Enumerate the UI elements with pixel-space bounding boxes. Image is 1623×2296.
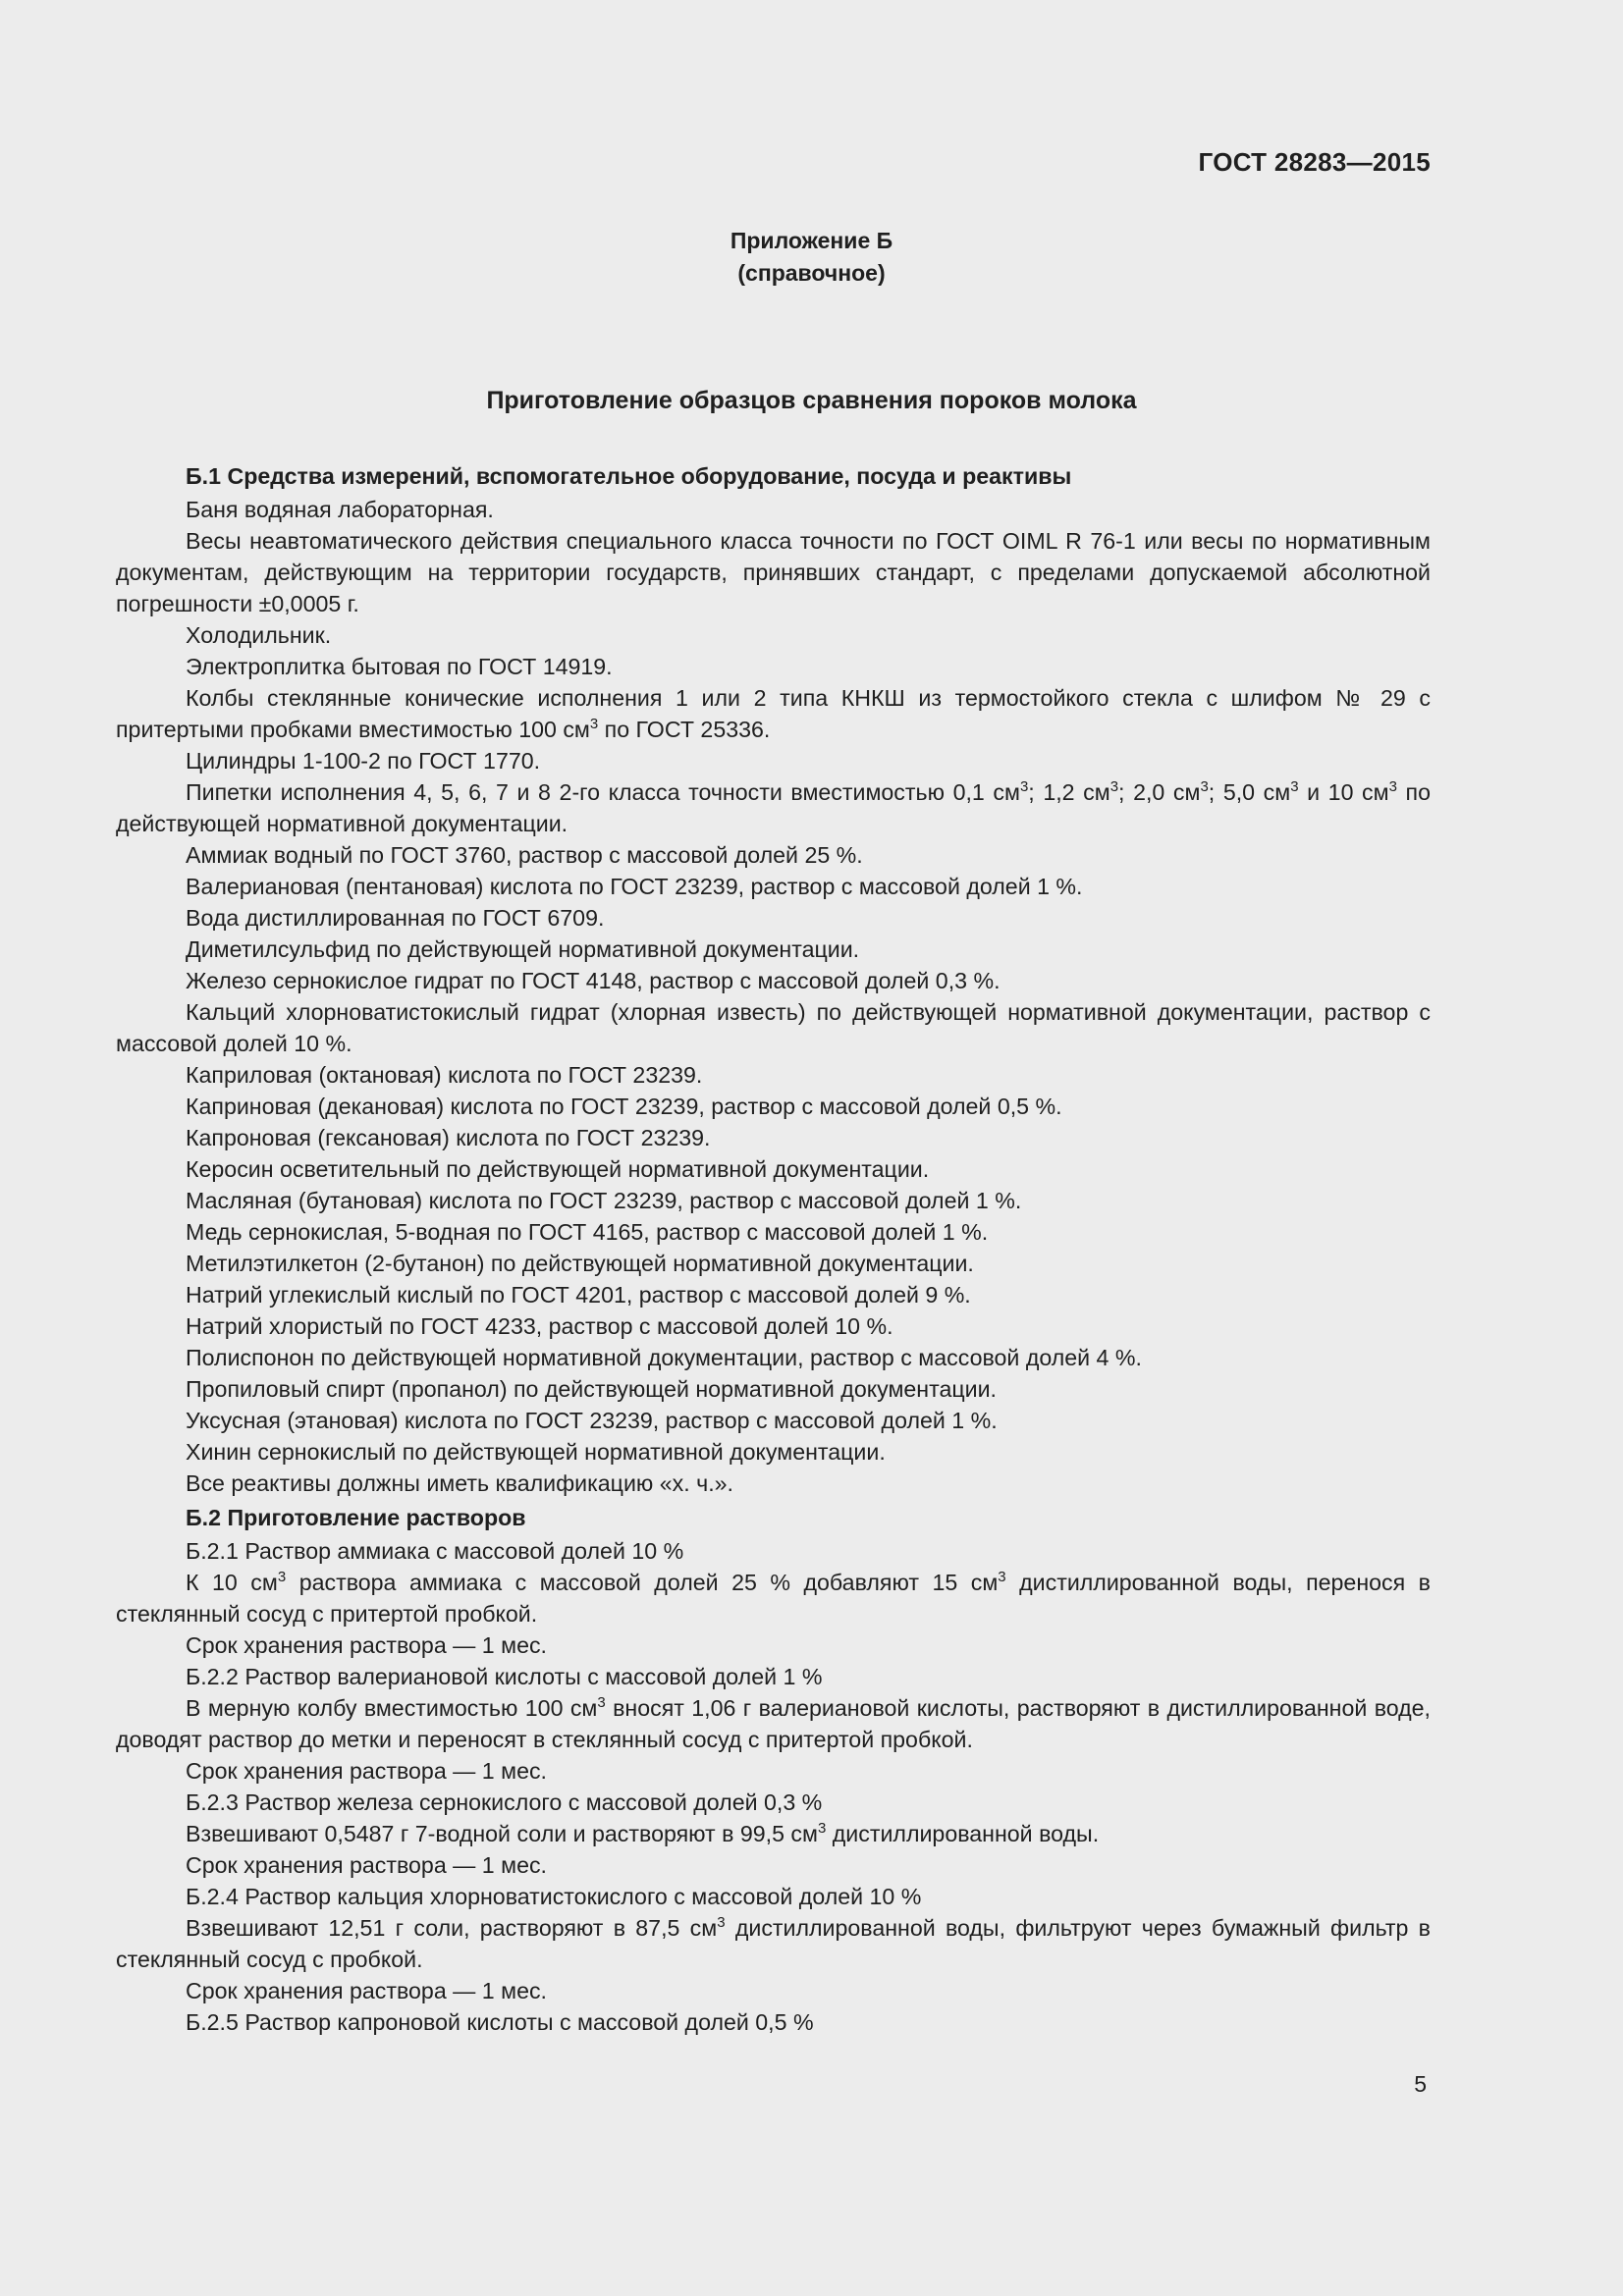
superscript: 3: [1200, 778, 1209, 795]
paragraph: Медь сернокислая, 5-водная по ГОСТ 4165, раствор с массовой долей 1 %.: [186, 1219, 989, 1245]
superscript: 3: [1109, 778, 1119, 795]
paragraph: Валериановая (пентановая) кислота по ГОСТ 23239, раствор с массовой долей 1 %.: [186, 874, 1083, 899]
paragraph: Пропиловый спирт (пропанол) по действующей нормативной документации.: [186, 1376, 997, 1402]
paragraph: Масляная (бутановая) кислота по ГОСТ 23239, раствор с массовой долей 1 %.: [186, 1188, 1022, 1213]
superscript: 3: [717, 1914, 726, 1931]
paragraph: Аммиак водный по ГОСТ 3760, раствор с массовой долей 25 %.: [186, 842, 863, 868]
paragraph: Б.2.5 Раствор капроновой кислоты с массовой долей 0,5 %: [186, 2009, 814, 2035]
paragraph: Срок хранения раствора — 1 мес.: [186, 1758, 547, 1784]
paragraph: Каприловая (октановая) кислота по ГОСТ 23239.: [186, 1062, 703, 1088]
paragraph: Метилэтилкетон (2-бутанон) по действующей нормативной документации.: [186, 1251, 974, 1276]
paragraph: Холодильник.: [186, 622, 332, 648]
paragraph: Цилиндры 1-100-2 по ГОСТ 1770.: [186, 748, 541, 774]
paragraph: Б.2.2 Раствор валериановой кислоты с массовой долей 1 %: [186, 1664, 823, 1689]
paragraph: Натрий углекислый кислый по ГОСТ 4201, раствор с массовой долей 9 %.: [186, 1282, 971, 1308]
paragraph: Все реактивы должны иметь квалификацию «х. ч.».: [186, 1470, 733, 1496]
paragraph: Б.2.1 Раствор аммиака с массовой долей 10 %: [186, 1538, 684, 1564]
paragraph: Колбы стеклянные конические исполнения 1 или 2 типа КНКШ из термостойкого стекла с шлифом № 29 с притертыми пробками вместимостью 100 $см^3$ по ГОСТ 25336.: [116, 685, 1431, 742]
paragraph: Срок хранения раствора — 1 мес.: [186, 1632, 547, 1658]
paragraph: Уксусная (этановая) кислота по ГОСТ 23239, раствор с массовой долей 1 %.: [186, 1408, 998, 1433]
document-body: [116, 457, 1431, 2038]
paragraph: Диметилсульфид по действующей нормативной документации.: [186, 936, 860, 962]
page-title: Приготовление образцов сравнения пороков молока: [486, 387, 1137, 414]
appendix-type: (справочное): [737, 260, 886, 286]
paragraph: Кальций хлорноватистокислый гидрат (хлорная известь) по действующей нормативной документации, раствор с массовой долей 10 %.: [116, 999, 1431, 1056]
paragraph: Взвешивают 0,5487 г 7-водной соли и растворяют в 99,5 $см^3$ дистиллированной воды.: [186, 1820, 1100, 1846]
superscript: 3: [597, 1694, 606, 1711]
appendix-label: [0, 225, 1623, 290]
paragraph: Б.2.4 Раствор кальция хлорноватистокислого с массовой долей 10 %: [186, 1884, 922, 1909]
document-code: ГОСТ 28283—2015: [1198, 147, 1431, 177]
paragraph: Электроплитка бытовая по ГОСТ 14919.: [186, 654, 613, 679]
paragraph: Пипетки исполнения 4, 5, 6, 7 и 8 2-го класса точности вместимостью 0,1 $см^3$; 1,2 $см^3$; 2,0 $см^3$; 5,0 $см^3$ и 10 $см^3$ по действующей нормативной документации.: [116, 778, 1431, 836]
paragraph: Срок хранения раствора — 1 мес.: [186, 1978, 547, 2003]
superscript: 3: [589, 716, 599, 732]
section-b1-list: [116, 494, 1431, 1499]
section-b2-list: [116, 1535, 1431, 2038]
superscript: 3: [1290, 778, 1299, 795]
paragraph: Баня водяная лабораторная.: [186, 497, 494, 522]
appendix-title: Приложение Б: [730, 228, 893, 253]
superscript: 3: [1388, 778, 1397, 795]
superscript: 3: [998, 1569, 1006, 1585]
paragraph: Б.2.3 Раствор железа сернокислого с массовой долей 0,3 %: [186, 1789, 823, 1815]
paragraph: Вода дистиллированная по ГОСТ 6709.: [186, 905, 605, 931]
superscript: 3: [817, 1820, 827, 1837]
paragraph: Срок хранения раствора — 1 мес.: [186, 1852, 547, 1878]
paragraph: Каприновая (декановая) кислота по ГОСТ 23239, раствор с массовой долей 0,5 %.: [186, 1094, 1062, 1119]
paragraph: В мерную колбу вместимостью 100 $см^3$ вносят 1,06 г валериановой кислоты, растворяют в дистиллированной воде, доводят раствор до метки и переносят в стеклянный сосуд с притертой пробкой.: [116, 1694, 1431, 1752]
superscript: 3: [1019, 778, 1029, 795]
superscript: 3: [277, 1569, 287, 1585]
page-number: 5: [1414, 2071, 1427, 2097]
section-b2-heading: Б.2 Приготовление растворов: [186, 1505, 526, 1530]
paragraph: Полиспонон по действующей нормативной документации, раствор с массовой долей 4 %.: [186, 1345, 1142, 1370]
section-b1-heading: Б.1 Средства измерений, вспомогательное оборудование, посуда и реактивы: [186, 463, 1072, 489]
paragraph: Натрий хлористый по ГОСТ 4233, раствор с массовой долей 10 %.: [186, 1313, 893, 1339]
paragraph: Весы неавтоматического действия специального класса точности по ГОСТ OIML R 76-1 или весы по нормативным документам, действующим на территории государств, принявших стандарт, с пределами допускаемой абсолютной погрешности ±0,0005 г.: [116, 528, 1431, 616]
paragraph: Хинин сернокислый по действующей нормативной документации.: [186, 1439, 886, 1465]
paragraph: Взвешивают 12,51 г соли, растворяют в 87,5 $см^3$ дистиллированной воды, фильтруют через бумажный фильтр в стеклянный сосуд с пробкой.: [116, 1914, 1431, 1972]
paragraph: Капроновая (гексановая) кислота по ГОСТ 23239.: [186, 1125, 711, 1150]
paragraph: Керосин осветительный по действующей нормативной документации.: [186, 1156, 930, 1182]
paragraph: Железо сернокислое гидрат по ГОСТ 4148, раствор с массовой долей 0,3 %.: [186, 968, 1001, 993]
paragraph: К 10 $см^3$ раствора аммиака с массовой долей 25 % добавляют 15 $см^3$ дистиллированной воды, перенося в стеклянный сосуд с притертой пробкой.: [116, 1569, 1431, 1627]
